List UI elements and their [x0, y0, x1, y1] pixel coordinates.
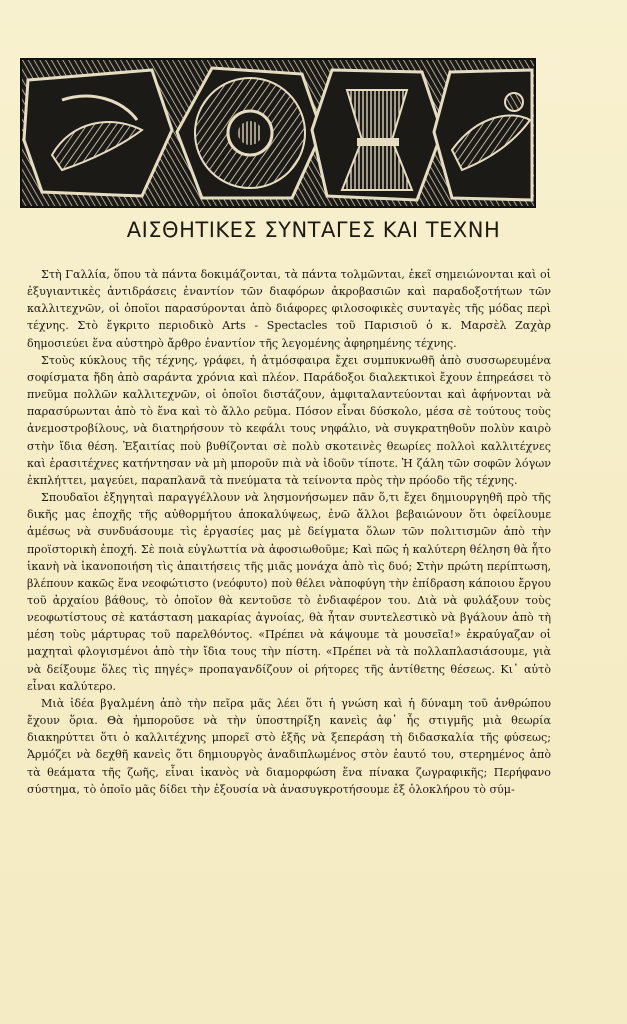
decorative-woodcut-banner	[20, 58, 536, 208]
article-body	[27, 266, 551, 798]
paragraph-3: Σπουδαῖοι ἐξηγηταὶ παραγγέλλουν νὰ λησμονήσωμεν πᾶν ὅ,τι ἔχει δημιουργηθῆ πρὸ τῆς δικῆς μας ἐποχῆς τῆς αὐθορμήτου ἀποκαλύψεως, ἐνῶ ἄλλοι βεβαιώνουν ὅτι ὀφείλουμε ἀμέσως νὰ συνδυάσουμε τὶς ἐργασίες μας μὲ δείγματα ὅλων τῶν πολιτισμῶν ἀπὸ τὴν προϊστορικὴ ἐποχή. Σὲ ποιὰ εὐγλωττία νὰ ἀφοσιωθοῦμε; Καὶ πῶς ἡ καλύτερη θέληση θὰ ἦτο ἱκανὴ νὰ ἱκανοποιήση τὶς ἀπαιτήσεις τῆς μιᾶς μονάχα ἀπὸ τὶς δυό; Στὴν πρώτη περίπτωση, βλέπουν κακῶς ἕνα νεοφώτιστο (νεόφυτο) ποὺ θέλει νὰποφύγη τὴν ἐπίδραση κάποιου ἔργου τοῦ ἀρχαίου βάθους, τὸ ὁποῖον θὰ κεντοῦσε τὸ ἐνδιαφέρον του. Διὰ νὰ φυλάξουν τοὺς νεοφωτίστους σὲ κατάσταση μακαρίας ἀγνοίας, θὰ ἦταν συντελεστικὸ νὰ βγάλουν ἀπὸ τὴ μέση τοὺς μάρτυρας τοῦ παρελθόντος. «Πρέπει νὰ κάψουμε τὰ μουσεῖα!» ἐκραύγαζαν οἱ μαχηταὶ φλογισμένοι ἀπὸ τὴν ἴδια τους τὴν πίστη. «Πρέπει νὰ τὰ πολλαπλασιάσουμε, γιὰ νὰ δείξουμε ὅλες τὶς πηγές» προπαγανδίζουν οἱ ρήτορες τῆς ἀντίθετης θέσεως. Κι᾿ αὐτὸ εἶναι καλύτερο.	[27, 491, 551, 693]
paragraph-2: Στοὺς κύκλους τῆς τέχνης, γράφει, ἡ ἀτμόσφαιρα ἔχει συμπυκνωθῆ ἀπὸ συσσωρευμένα σοφίσματα ἤδη ἀπὸ σαράντα χρόνια καὶ πλέον. Παράδοξοι διαλεκτικοὶ ἔχουν ἐπηρεάσει τὸ πνεῦμα πολλῶν καλλιτεχνῶν, οἱ ὁποῖοι διστάζουν, ἀμφιταλαντεύονται καὶ ἀφήνονται νὰ παρασύρωνται ἀπὸ τὸ ἕνα καὶ τὸ ἄλλο ρεῦμα. Πόσον εἶναι δύσκολο, μέσα σὲ τούτους τοὺς ἀνεμοστροβίλους, νὰ διατηρήσουν τὸ κεφάλι τους νηφάλιο, νὰ συγκρατηθοῦν πολὺν καιρὸ στὴν ἴδια θέση. Ἐξαιτίας ποὺ βυθίζονται σὲ πολὺ σκοτεινὲς θεωρίες πολλοὶ καλλιτέχνες καὶ ἐρασιτέχνες κατήντησαν νὰ μὴ μποροῦν πιὰ νὰ ἰδοῦν τίποτε. Ἡ ζάλη τῶν σοφῶν λόγων ἐκπλήττει, μαγεύει, παραπλανᾶ τὰ πνεύματα τὰ τείνοντα πρὸς τὴν πρόοδο τῆς τέχνης.	[27, 353, 551, 487]
article-title: ΑΙΣΘΗΤΙΚΕΣ ΣΥΝΤΑΓΕΣ ΚΑΙ ΤΕΧΝΗ	[126, 218, 501, 242]
bird-motif-left	[24, 70, 172, 196]
woodcut-illustration	[22, 60, 534, 206]
paragraph-4: Μιὰ ἰδέα βγαλμένη ἀπὸ τὴν πεῖρα μᾶς λέει ὅτι ἡ γνώση καὶ ἡ δύναμη τοῦ ἀνθρώπου ἔχουν ὅρια. Θὰ ἠμποροῦσε νὰ τὴν ὑποστηρίξη κανεὶς ἀφ᾿ ἧς στιγμῆς μιὰ θεωρία διακηρύττει ὅτι ὁ καλλιτέχνης μπορεῖ στὸ ἑξῆς νὰ ξεπεράση τὴ διδασκαλία τῆς φύσεως; Ἁρμόζει νὰ δεχθῆ κανεὶς ὅτι δημιουργὸς ἀναδιπλωμένος στὸν ἑαυτό του, στερημένος ἀπὸ τὰ θεάματα τῆς ζωῆς, εἶναι ἱκανὸς νὰ διαμορφώση ἕνα πίνακα ζωγραφικῆς; Περήφανο σύστημα, τὸ ὁποῖο μᾶς δίδει τὴν ἐξουσία νὰ ἀνασυγκροτήσουμε ἐξ ὁλοκλήρου τὸ σύμ-	[27, 696, 551, 796]
paragraph-1: Στὴ Γαλλία, ὅπου τὰ πάντα δοκιμάζονται, τὰ πάντα τολμῶνται, ἐκεῖ σημειώνονται καὶ οἱ ἐξυγιαντικὲς ἀντιδράσεις ἐναντίον τῶν διαφόρων ἀκροβασιῶν καὶ παραδοξοτήτων τῶν καλλιτεχνῶν, οἱ ὁποῖοι παρασύρονται ἀπὸ διάφορες φιλοσοφικὲς συνταγὲς τῆς μόδας περὶ τέχνης. Στὸ ἔγκριτο περιοδικὸ Arts - Spectacles τοῦ Παρισιοῦ ὁ κ. Μαρσὲλ Ζαχὰρ δημοσιεύει ἕνα αὐστηρὸ ἄρθρο ἐναντίον τῆς λεγομένης ἀφηρημένης τέχνης.	[27, 268, 551, 350]
wheat-sheaf-motif	[312, 70, 442, 200]
bird-motif-right	[434, 70, 532, 200]
